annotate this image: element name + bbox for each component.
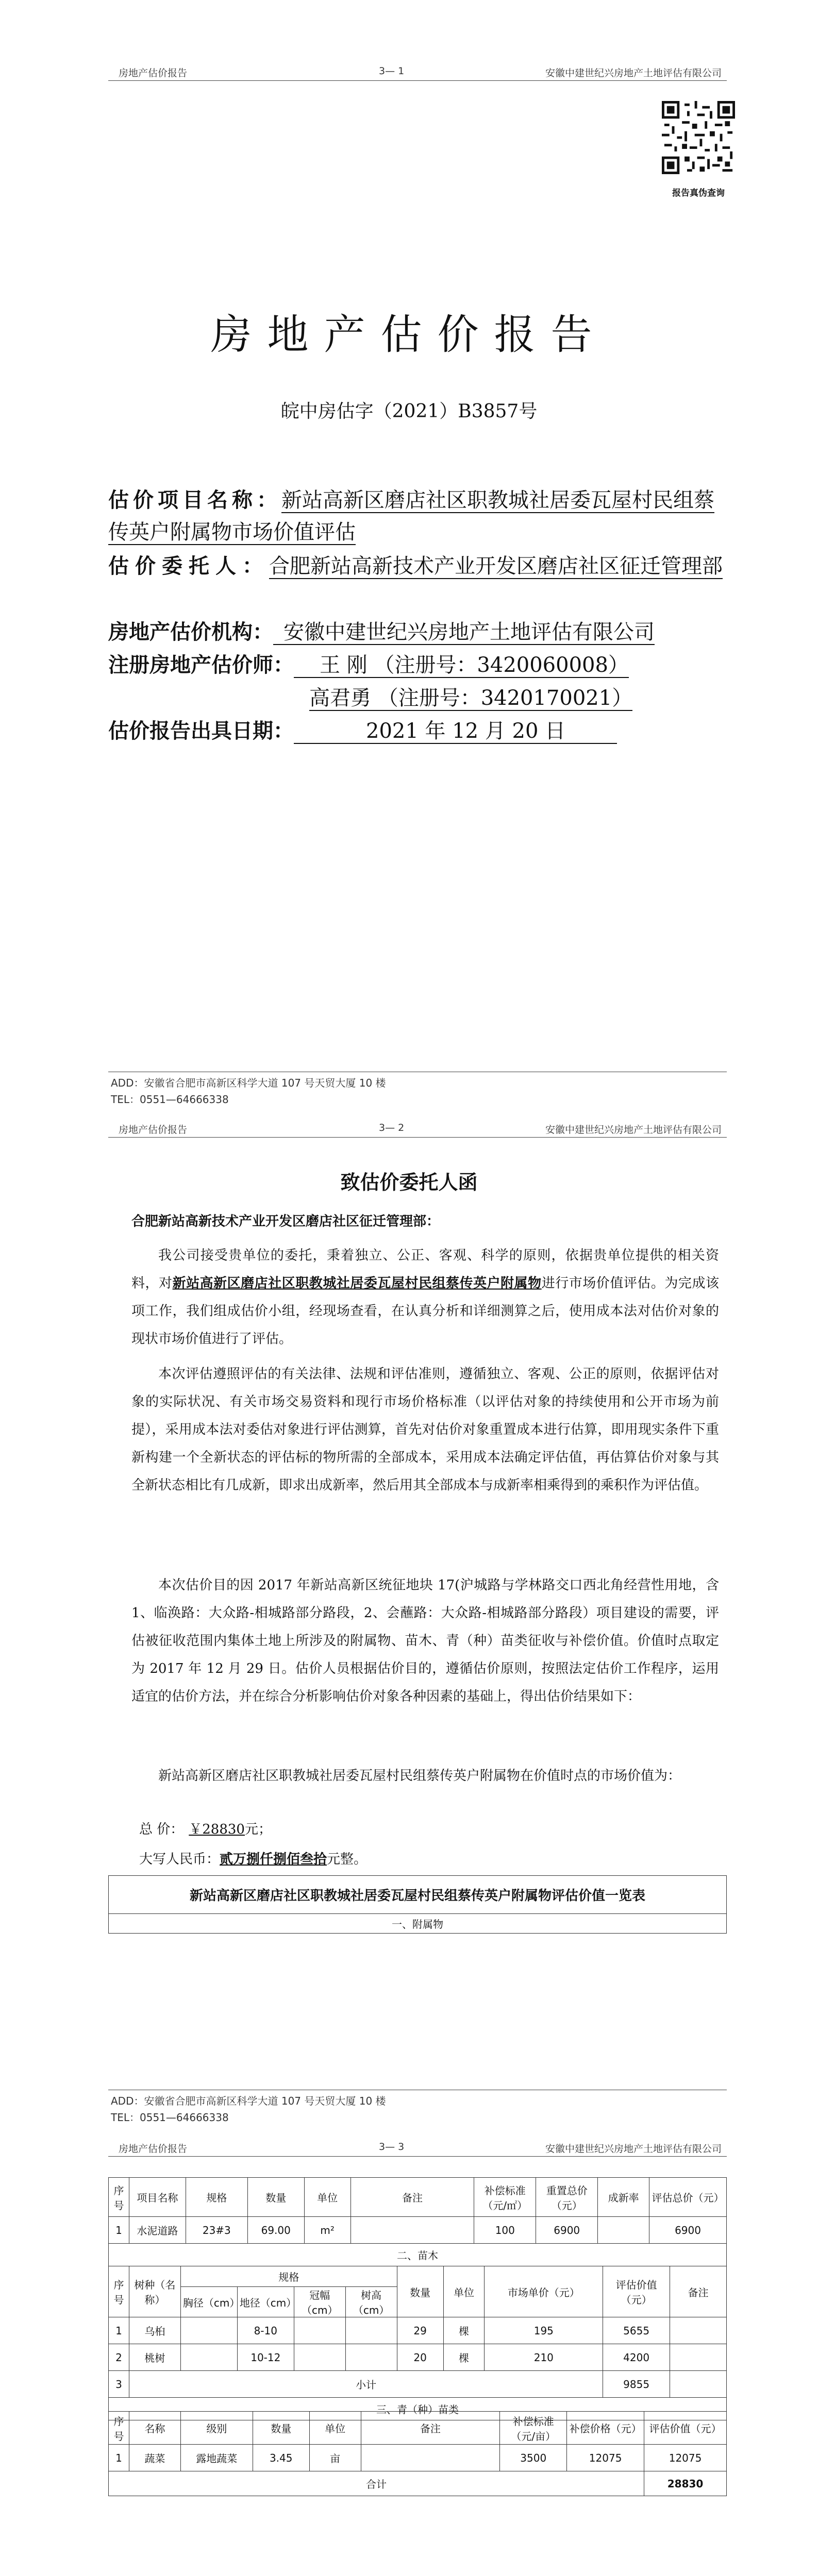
cell: 12075: [567, 2445, 644, 2471]
col-header: 单位: [309, 2412, 361, 2445]
cover-appraiser: [108, 649, 732, 681]
cell: 6900: [649, 2217, 727, 2244]
page-footer: [111, 1075, 386, 1108]
client-value: 合肥新站高新技术产业开发区磨店社区征迁管理部: [269, 554, 723, 578]
report-title: 房地产估价报告: [210, 311, 608, 359]
col-header: 评估价值（元）: [644, 2412, 727, 2445]
crops-table: [108, 2411, 727, 2496]
col-subheader: 胸径（cm）: [180, 2287, 237, 2317]
page-footer: [111, 2093, 386, 2126]
words-value: 贰万捌仟捌佰叁拾: [220, 1852, 327, 1867]
cell: 6900: [536, 2217, 598, 2244]
col-header: 单位: [443, 2266, 485, 2317]
header-left: 房地产估价报告: [119, 1124, 188, 1136]
client-label: 估价委托人：: [108, 554, 269, 578]
para1-c: 进行市场价值评估。为完成该项工作，我们组成估价小组，经现场查看，在认真分析和详细测算之后，使用成本法对估价对象的现状市场价值进行了评估。: [131, 1276, 719, 1347]
letter-para-1: [131, 1242, 719, 1353]
header-page: 3— 3: [379, 2141, 405, 2153]
date-label: 估价报告出具日期：: [108, 719, 294, 743]
col-header: 序号: [109, 2266, 129, 2317]
summary-table-head: [108, 1875, 727, 1934]
col-subheader: 树高（cm）: [345, 2287, 397, 2317]
cell: 195: [485, 2317, 603, 2344]
header-right: 安徽中建世纪兴房地产土地评估有限公司: [545, 67, 722, 79]
cover-date: [108, 715, 732, 747]
cell: 棵: [443, 2344, 485, 2371]
cell: 亩: [309, 2445, 361, 2471]
header-right: 安徽中建世纪兴房地产土地评估有限公司: [545, 1124, 722, 1136]
crops-header-row: [109, 2412, 727, 2445]
col-header: 树种（名称）: [129, 2266, 180, 2317]
header-left: 房地产估价报告: [119, 2143, 188, 2155]
letter-para-3: 本次估价目的因 2017 年新站高新区统征地块 17(沪城路与学林路交口西北角经营性用地，含 1、临涣路：大众路-相城路部分路段，2、会蘸路：大众路-相城路部分路段）项目建设的需要，评估被征收范围内集体土地上所涉及的附属物、苗木、青（种）苗类征收与补偿价值。价值时点取定为 2017 年 12 月 29 日。估价人员根据估价目的，遵循估价原则，按照法定估价工作程序，运用适宜的估价方法，并在综合分析影响估价对象各种因素的基础上，得出估价结果如下：: [131, 1578, 719, 1704]
cell: 23#3: [186, 2217, 247, 2244]
cell: [180, 2317, 237, 2344]
section-crops: 三、青（种）苗类: [109, 2398, 727, 2420]
col-header: 成新率: [598, 2178, 649, 2217]
attachments-table: [108, 2177, 727, 2266]
letter-para-2: 本次评估遵照评估的有关法律、法规和评估准则，遵循独立、客观、公正的原则，依据评估对象的实际状况、有关市场交易资料和现行市场价格标准（以评估对象的持续使用和公开市场为前提），采用成本法对委估对象进行评估测算，首先对估价对象重置成本进行估算，即用现实条件下重新构建一个全新状态的评估标的物所需的全部成本，采用成本法确定评估值，再估算估价对象与其全新状态相比有几成新，即求出成新率，然后用其全部成本与成新率相乘得到的乘积作为评估值。: [131, 1366, 719, 1493]
cell: [670, 2371, 727, 2398]
grand-total-value: 28830: [644, 2471, 727, 2496]
total-words: [139, 1849, 367, 1868]
total-price: [139, 1819, 272, 1838]
footer-tel: TEL：0551—64666338: [111, 2111, 229, 2124]
col-header: 补偿标准（元/㎡）: [474, 2178, 536, 2217]
para1-project: 新站高新区磨店社区职教城社居委瓦屋村民组蔡传英户附属物: [172, 1276, 542, 1291]
col-header: 补偿标准（元/亩）: [500, 2412, 567, 2445]
appraiser-1: 王 刚 （注册号：3420060008）: [294, 653, 629, 678]
cell: 5655: [603, 2317, 670, 2344]
cell: 8-10: [237, 2317, 294, 2344]
col-header: 重置总价（元）: [536, 2178, 598, 2217]
section-trees: 二、苗木: [109, 2244, 727, 2266]
footer-address: ADD：安徽省合肥市高新区科学大道 107 号天贸大厦 10 楼: [111, 2095, 386, 2107]
cell: 20: [397, 2344, 443, 2371]
col-header: 规格: [180, 2266, 397, 2287]
col-header: 备注: [361, 2412, 500, 2445]
col-header: 单位: [304, 2178, 350, 2217]
footer-tel: TEL：0551—64666338: [111, 1093, 229, 1106]
cell: 3.45: [253, 2445, 309, 2471]
cell: 210: [485, 2344, 603, 2371]
qr-code[interactable]: [662, 101, 735, 174]
cell: 水泥道路: [129, 2217, 186, 2244]
total-value: ￥28830: [189, 1822, 245, 1837]
total-unit: 元；: [244, 1822, 272, 1837]
cell: 蔬菜: [129, 2445, 180, 2471]
header-rule: [108, 1137, 727, 1138]
header-rule: [108, 2156, 727, 2157]
table-row: [109, 2217, 727, 2244]
cell: 10-12: [237, 2344, 294, 2371]
col-header: 名称: [129, 2412, 180, 2445]
words-label: 大写人民币：: [139, 1852, 220, 1867]
report-number: 皖中房估字（2021）B3857号: [280, 401, 538, 422]
cell: [345, 2344, 397, 2371]
cell: 12075: [644, 2445, 727, 2471]
col-header: 备注: [350, 2178, 474, 2217]
appraiser-label: 注册房地产估价师：: [108, 653, 294, 677]
table-row: [109, 2317, 727, 2344]
cover-client: [108, 550, 732, 582]
cell: [294, 2317, 345, 2344]
cell: 2: [109, 2344, 129, 2371]
agency-label: 房地产估价机构：: [108, 620, 273, 644]
col-header: 序号: [109, 2412, 129, 2445]
agency-value: 安徽中建世纪兴房地产土地评估有限公司: [273, 620, 655, 645]
section-attachments: 一、附属物: [109, 1914, 727, 1934]
col-header: 数量: [247, 2178, 304, 2217]
cell: [670, 2344, 727, 2371]
col-header: 市场单价（元）: [485, 2266, 603, 2317]
cell: [670, 2317, 727, 2344]
cell: 1: [109, 2217, 129, 2244]
table-row: [109, 2344, 727, 2371]
trees-table: [108, 2266, 727, 2420]
col-header: 补偿价格（元）: [567, 2412, 644, 2445]
col-header: 备注: [670, 2266, 727, 2317]
cell: 露地蔬菜: [180, 2445, 253, 2471]
grand-total-label: 合计: [109, 2471, 644, 2496]
col-header: 评估价值（元）: [603, 2266, 670, 2317]
cell: 3: [109, 2371, 129, 2398]
cell: 3500: [500, 2445, 567, 2471]
subtotal-label: 小计: [129, 2371, 603, 2398]
col-subheader: 地径（cm）: [237, 2287, 294, 2317]
header-rule: [108, 80, 727, 81]
qr-code-graphic: [662, 101, 735, 174]
cell: 69.00: [247, 2217, 304, 2244]
letter-title: 致估价委托人函: [340, 1171, 478, 1194]
project-label: 估价项目名称：: [108, 488, 281, 512]
words-unit: 元整。: [327, 1852, 368, 1867]
cell: 1: [109, 2445, 129, 2471]
cell: 桃树: [129, 2344, 180, 2371]
trees-header-row: [109, 2266, 727, 2287]
cover-agency: [108, 616, 732, 648]
cell: 1: [109, 2317, 129, 2344]
footer-address: ADD：安徽省合肥市高新区科学大道 107 号天贸大厦 10 楼: [111, 1077, 386, 1089]
cell: 4200: [603, 2344, 670, 2371]
total-label: 总 价：: [139, 1822, 184, 1837]
appraiser-2: 高君勇 （注册号：3420170021）: [309, 686, 633, 710]
cell: [598, 2217, 649, 2244]
header-page: 3— 2: [379, 1122, 405, 1133]
cell: m²: [304, 2217, 350, 2244]
col-header: 序号: [109, 2178, 129, 2217]
cell: 棵: [443, 2317, 485, 2344]
cell: [294, 2344, 345, 2371]
col-header: 项目名称: [129, 2178, 186, 2217]
cell: 29: [397, 2317, 443, 2344]
col-header: 评估总价（元）: [649, 2178, 727, 2217]
summary-title: 新站高新区磨店社区职教城社居委瓦屋村民组蔡传英户附属物评估价值一览表: [109, 1876, 727, 1914]
cell: [350, 2217, 474, 2244]
cell: 乌桕: [129, 2317, 180, 2344]
qr-caption: 报告真伪查询: [672, 188, 725, 198]
cell: [180, 2344, 237, 2371]
col-header: 数量: [253, 2412, 309, 2445]
para1-a: 我公司接受贵单位的委托，秉着独立、公正、客观、科学的原则，依据贵单位提供的相关资料，对: [131, 1248, 719, 1291]
cover-appraiser-2: [309, 682, 632, 714]
letter-para-4: 新站高新区磨店社区职教城社居委瓦屋村民组蔡传英户附属物在价值时点的市场价值为：: [158, 1768, 681, 1784]
date-value: 2021 年 12 月 20 日: [294, 719, 617, 744]
table-row: [109, 2445, 727, 2471]
cell: [345, 2317, 397, 2344]
col-header: 级别: [180, 2412, 253, 2445]
attachments-header-row: [109, 2178, 727, 2217]
cover-project: [108, 484, 732, 548]
header-left: 房地产估价报告: [119, 67, 188, 79]
grand-total-row: [109, 2471, 727, 2496]
subtotal-value: 9855: [603, 2371, 670, 2398]
header-right: 安徽中建世纪兴房地产土地评估有限公司: [545, 2143, 722, 2155]
subtotal-row: [109, 2371, 727, 2398]
cell: [361, 2445, 500, 2471]
col-header: 数量: [397, 2266, 443, 2317]
project-value: 新站高新区磨店社区职教城社居委瓦屋村民组蔡传英户附属物市场价值评估: [108, 488, 714, 544]
col-header: 规格: [186, 2178, 247, 2217]
header-page: 3— 1: [379, 65, 405, 77]
col-subheader: 冠幅（cm）: [294, 2287, 345, 2317]
letter-addressee: 合肥新站高新技术产业开发区磨店社区征迁管理部：: [131, 1214, 440, 1229]
cell: 100: [474, 2217, 536, 2244]
